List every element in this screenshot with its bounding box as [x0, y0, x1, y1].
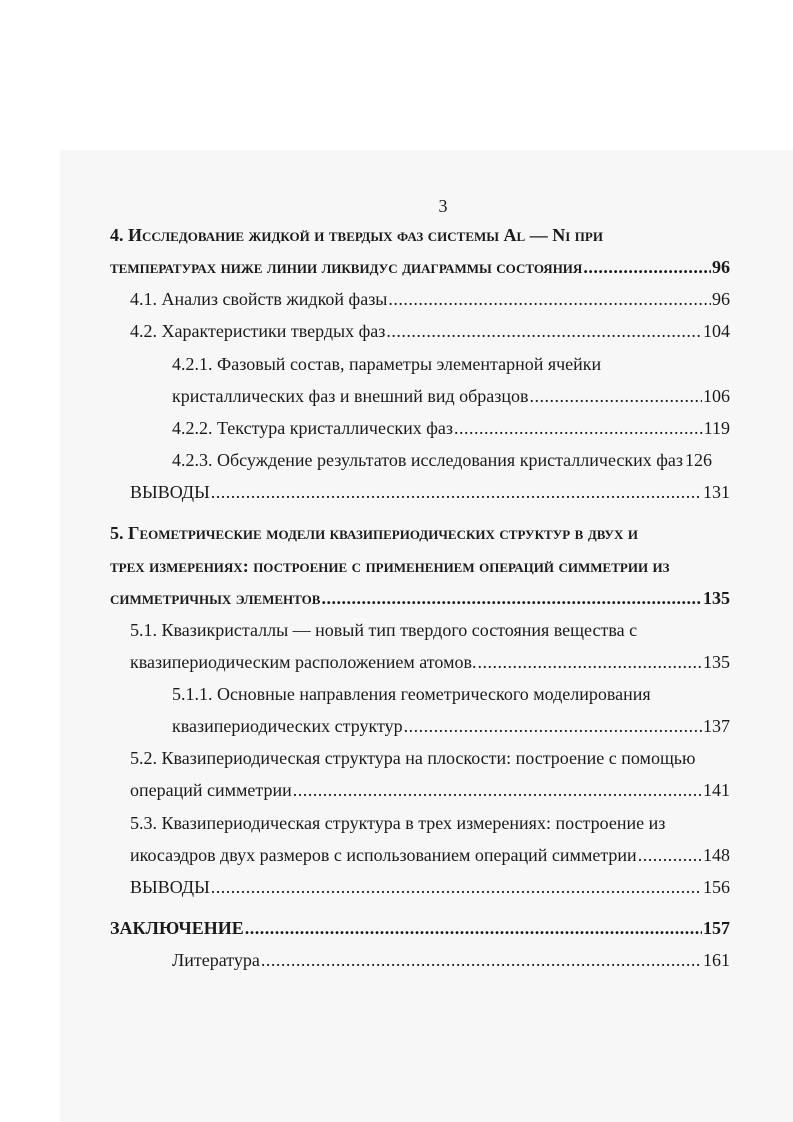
toc-page-number: 135	[703, 588, 730, 608]
toc-page-number: 156	[703, 877, 730, 897]
toc-subsection-4-2-3[interactable]	[172, 449, 730, 471]
toc-conclusions-ch4[interactable]	[130, 481, 730, 503]
toc-entry-title: 4.2.3. Обсуждение результатов исследования кристаллических фаз	[172, 450, 684, 470]
toc-chapter-4-title-line2: температурах ниже линии ликвидус диаграммы состояния	[110, 257, 583, 277]
toc-subsection-4-2-1-line1: 4.2.1. Фазовый состав, параметры элементарной ячейки	[172, 354, 602, 374]
toc-final-conclusion[interactable]	[110, 917, 730, 939]
leader-dots	[583, 256, 711, 278]
leader-dots	[261, 949, 702, 971]
toc-page-number: 161	[703, 950, 730, 970]
leader-dots	[293, 779, 702, 801]
toc-subsection-4-2-1[interactable]	[172, 385, 730, 407]
toc-entry-title: 4.1. Анализ свойств жидкой фазы	[130, 289, 388, 309]
toc-entry-title: ВЫВОДЫ	[130, 482, 210, 502]
toc-page-number: 131	[703, 482, 730, 502]
toc-page-number: 148	[703, 845, 730, 865]
toc-page-number: 104	[703, 321, 730, 341]
toc-entry-title: квазипериодическим расположением атомов.	[130, 652, 477, 672]
toc-page-number: 141	[703, 780, 730, 800]
toc-entry-title: Литература	[172, 950, 260, 970]
toc-section-5-2-line1: 5.2. Квазипериодическая структура на плоскости: построение с помощью	[130, 748, 696, 768]
leader-dots	[386, 320, 702, 342]
toc-section-5-1[interactable]	[130, 651, 730, 673]
toc-page-number: 96	[712, 289, 730, 309]
page-number: 3	[438, 196, 448, 216]
leader-dots	[530, 385, 702, 407]
leader-dots	[638, 844, 702, 866]
leader-dots	[245, 917, 702, 939]
toc-page-number: 126	[685, 450, 713, 470]
leader-dots	[404, 715, 702, 737]
toc-chapter-5-entry[interactable]	[110, 587, 730, 609]
toc-entry-title: ЗАКЛЮЧЕНИЕ	[110, 918, 244, 938]
toc-page-number: 135	[703, 652, 730, 672]
toc-section-5-2[interactable]	[130, 779, 730, 801]
toc-page-number: 96	[712, 257, 730, 277]
toc-subsection-5-1-1[interactable]	[172, 715, 730, 737]
leader-dots	[388, 288, 711, 310]
toc-entry-title: икосаэдров двух размеров с использованием операций симметрии	[130, 845, 637, 865]
toc-entry-title: 4.2.2. Текстура кристаллических фаз	[172, 418, 454, 438]
toc-section-4-1[interactable]	[130, 288, 730, 310]
leader-dots	[321, 587, 702, 609]
toc-chapter-5-title-line2: трех измерениях: построение с применением операций симметрии из	[110, 556, 670, 576]
toc-page-number: 106	[703, 386, 730, 406]
toc-entry-title: ВЫВОДЫ	[130, 877, 210, 897]
leader-dots	[454, 417, 703, 439]
toc-entry-title: кристаллических фаз и внешний вид образцов	[172, 386, 529, 406]
toc-section-4-2[interactable]	[130, 320, 730, 342]
toc-chapter-5-title-line3: симметричных элементов	[110, 588, 321, 608]
toc-chapter-5-title-line1: 5. Геометрические модели квазипериодических структур в двух и	[110, 523, 638, 543]
leader-dots	[211, 481, 702, 503]
toc-section-5-3[interactable]	[130, 844, 730, 866]
toc-section-5-1-line1: 5.1. Квазикристаллы — новый тип твердого состояния вещества с	[130, 620, 638, 640]
toc-entry-title: квазипериодических структур	[172, 716, 403, 736]
toc-entry-title: 4.2. Характеристики твердых фаз	[130, 321, 386, 341]
toc-chapter-4-entry[interactable]	[110, 256, 730, 278]
toc-page-number: 119	[703, 418, 730, 438]
toc-literature[interactable]	[172, 949, 730, 971]
toc-page-number: 157	[703, 918, 730, 938]
toc-conclusions-ch5[interactable]	[130, 876, 730, 898]
toc-page-number: 137	[703, 716, 730, 736]
toc-chapter-4-title-line1: 4. Исследование жидкой и твердых фаз системы Al — Ni при	[110, 225, 603, 245]
leader-dots	[211, 876, 702, 898]
toc-subsection-5-1-1-line1: 5.1.1. Основные направления геометрического моделирования	[172, 684, 651, 704]
toc-section-5-3-line1: 5.3. Квазипериодическая структура в трех измерениях: построение из	[130, 813, 666, 833]
leader-dots	[477, 651, 702, 673]
toc-entry-title: операций симметрии	[130, 780, 292, 800]
toc-subsection-4-2-2[interactable]	[172, 417, 730, 439]
